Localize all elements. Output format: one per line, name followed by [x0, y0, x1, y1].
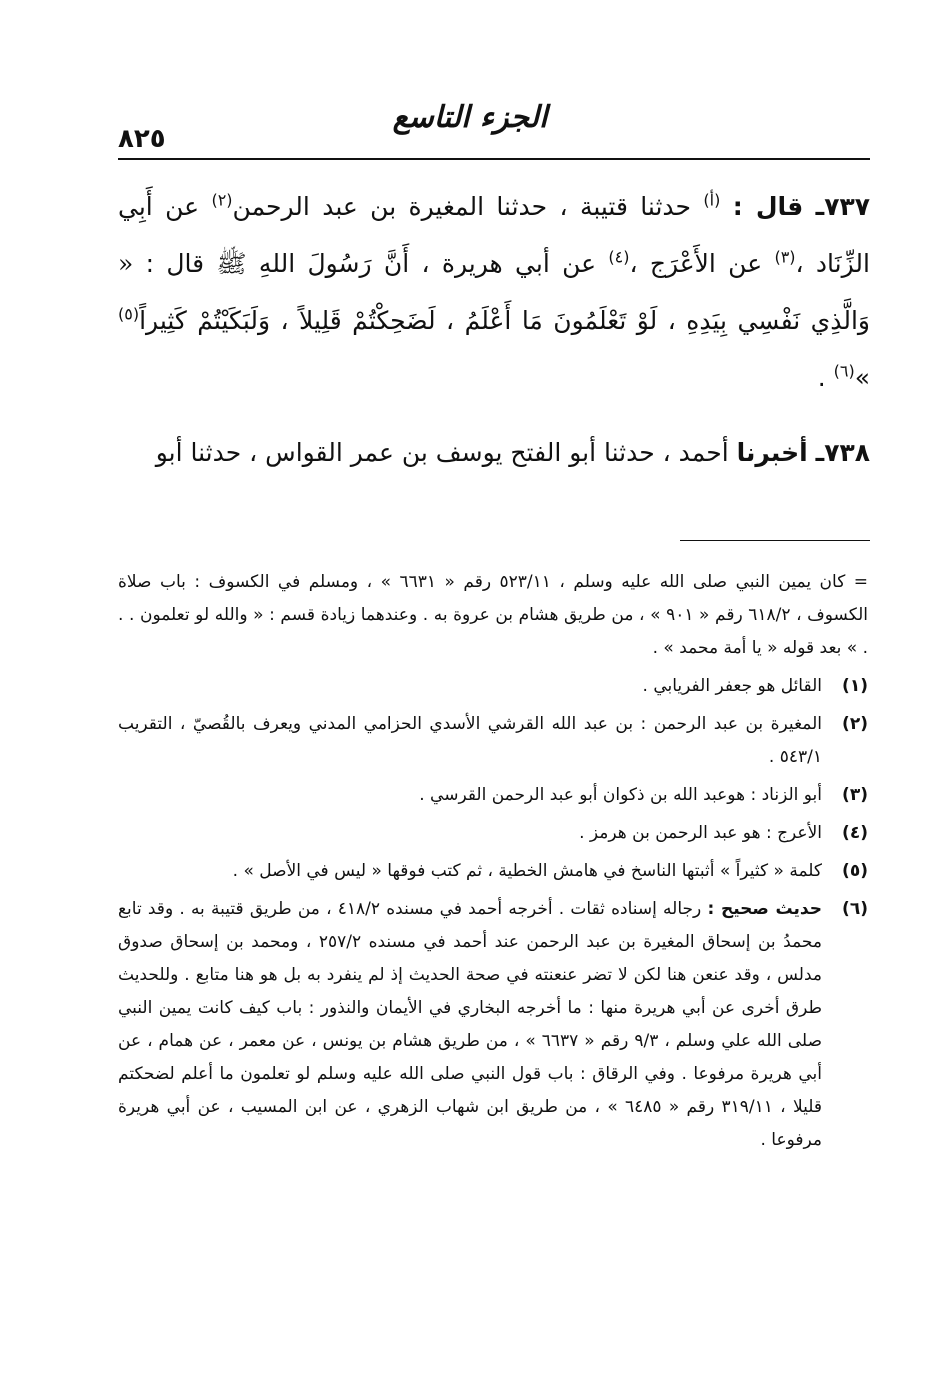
footnote-item — [118, 708, 868, 774]
continuation-line: = كان يمين النبي صلى الله عليه وسلم ، ٥٢٣/١١ رقم « ٦٦٣١ » ، ومسلم في الكسوف : — [194, 572, 869, 592]
footnote-text: أبو الزناد : هوعبد الله بن ذكوان أبو عبد الرحمن القرسي . — [419, 785, 822, 805]
main-text — [118, 178, 870, 481]
footnote-item — [118, 817, 868, 850]
footnote-continuation — [118, 566, 868, 665]
footnote-number: (٦) — [842, 899, 868, 919]
footnote-ref: (٣) — [774, 247, 796, 267]
hadith-matn: « وَالَّذِي نَفْسِي بِيَدِهِ ، لَوْ تَعْلَمُونَ مَا أَعْلَمُ ، لَضَحِكْتُمْ قَلِيلاً ، وَلَبَكَيْتُمْ كَثِيراً — [118, 249, 870, 335]
footnote-text: المغيرة بن عبد الرحمن : بن عبد الله القرشي الأسدي الحزامي المدني ويعرف بالقُصيّ ، التقريب ٥٤٣/١ . — [118, 714, 822, 767]
full-stop: . — [817, 363, 826, 392]
footnote-item — [118, 893, 868, 1157]
footnote-text: الأعرج : هو عبد الرحمن بن هرمز . — [579, 823, 822, 843]
footnote-number: (٣) — [842, 785, 868, 805]
footnote-item — [118, 855, 868, 888]
footnote-item — [118, 670, 868, 703]
continuation-line: باب صلاة الكسوف ، ٦١٨/٢ رقم « ٩٠١ » ، من طريق هشام بن عروة به . وعندهما زيادة — [118, 572, 869, 625]
hadith-738 — [118, 424, 870, 481]
hadith-lead: قال : — [732, 192, 804, 221]
footnote-ref: (٤) — [608, 247, 630, 267]
isnad-text: عن أَبِي الزِّنَاد ، — [118, 192, 870, 278]
footnote-ref: (٢) — [211, 190, 233, 210]
footnote-number: (١) — [842, 676, 868, 696]
hadith-737 — [118, 178, 870, 406]
isnad-text: عن الأَعْرَج ، — [629, 249, 763, 278]
hadith-number: ٧٣٧ـ — [815, 192, 870, 221]
footnote-text: القائل هو جعفر الفريابي . — [642, 676, 822, 696]
running-head: الجزء التاسع — [392, 100, 548, 135]
isnad-text: عن أبي هريرة ، أَنَّ رَسُولَ اللهِ ﷺ قال : — [145, 249, 597, 278]
footnote-separator — [680, 540, 870, 541]
footnote-ref: (أ) — [703, 190, 721, 210]
footnote-number: (٥) — [842, 861, 868, 881]
footnote-item — [118, 779, 868, 812]
footnote-number: (٤) — [842, 823, 868, 843]
hadith-lead: أخبرنا — [736, 438, 808, 467]
footnote-ref: (٦) — [833, 361, 855, 381]
isnad-text: حدثنا قتيبة ، حدثنا المغيرة بن عبد الرحمن — [232, 192, 691, 221]
continuation-line: قسم : « والله لو تعلمون . . . » بعد قوله « يا أمة محمد » . — [118, 605, 868, 658]
grading-label: حديث صحيح : — [707, 899, 822, 919]
header-rule — [118, 158, 870, 160]
hadith-number: ٧٣٨ـ — [815, 438, 870, 467]
page-number: ٨٢٥ — [118, 124, 166, 154]
quote-close: » — [854, 363, 870, 392]
footnote-text: كلمة « كثيراً » أثبتها الناسخ في هامش الخطية ، ثم كتب فوقها « ليس في الأصل » . — [232, 861, 822, 881]
isnad-text: أحمد ، حدثنا أبو الفتح يوسف بن عمر القواس ، حدثنا أبو — [155, 438, 729, 467]
footnote-text: رجاله إسناده ثقات . أخرجه أحمد في مسنده ٤١٨/٢ ، من طريق قتيبة به . وقد تابع محمدُ بن إسحاق المغيرة بن عبد الرحمن عند أحمد في مسنده ٢٥٧/٢ ، ومحمد بن إسحاق صدوق مدلس ، وقد عنعن هنا لكن لا تضر عنعنته في صحة الحديث إذ لم ينفرد به بل هو هنا متابع . وللحديث طرق أخرى عن أبي هريرة منها : ما أخرجه البخاري في الأيمان والنذور : باب كيف كانت يمين النبي صلى الله علي وسلم ، ٩/٣ رقم « ٦٦٣٧ » ، من طريق هشام بن يونس ، عن معمر ، عن همام ، عن أبي هريرة مرفوعا . وفي الرقاق : باب قول النبي صلى الله عليه وسلم لو تعلمون ما أعلم لضحكتم قليلا ، ٣١٩/١١ رقم « ٦٤٨٥ » ، من طريق ابن شهاب الزهري ، عن ابن المسيب ، عن أبي هريرة مرفوعا . — [118, 899, 822, 1150]
footnote-ref: (٥) — [118, 304, 140, 324]
footnotes — [118, 566, 868, 1157]
footnote-number: (٢) — [842, 714, 868, 734]
